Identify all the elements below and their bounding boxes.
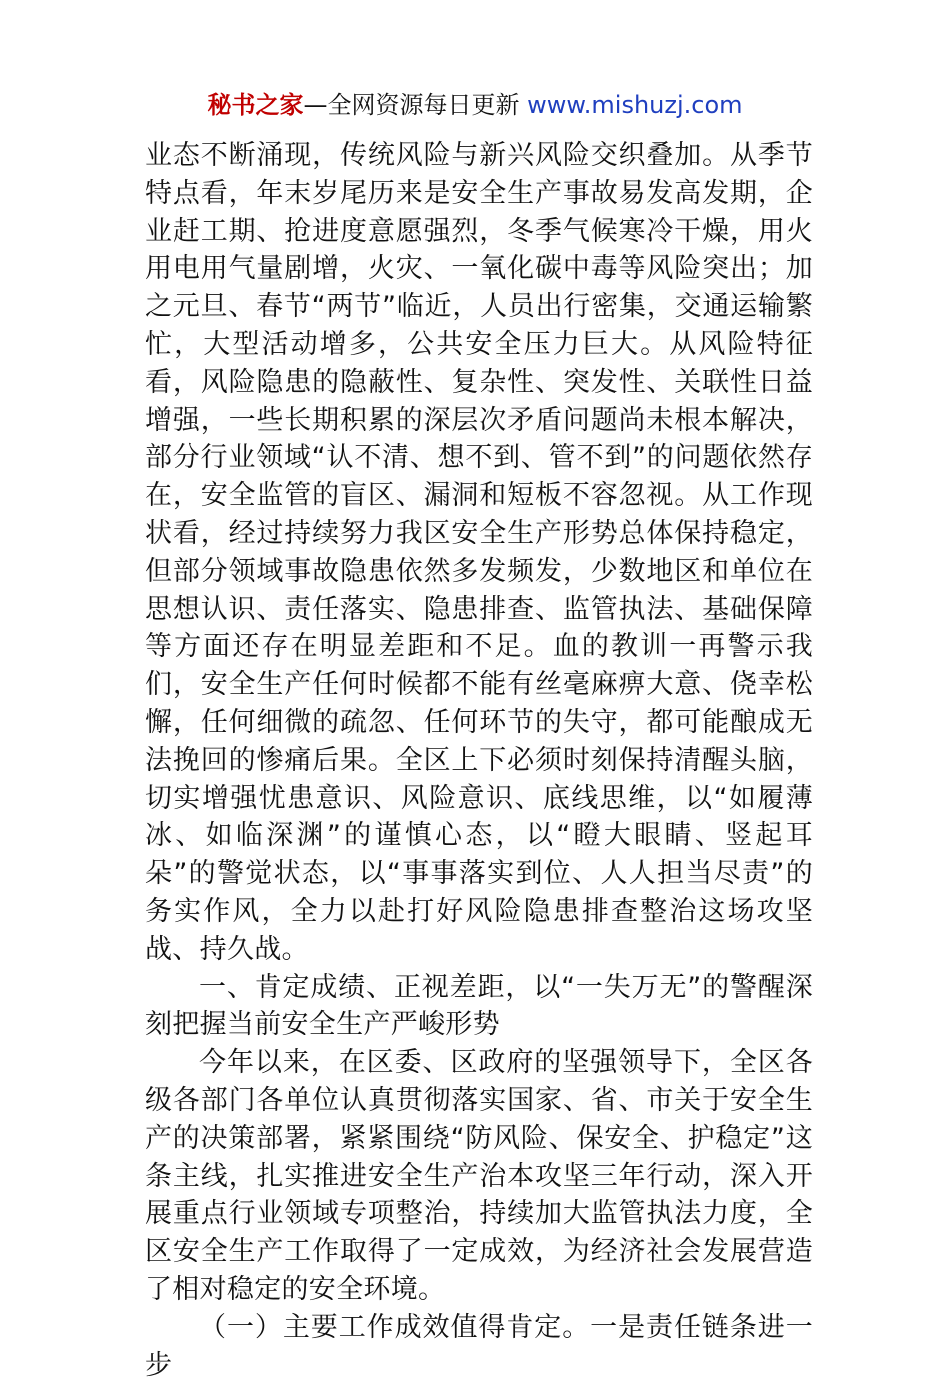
section-heading: 一、肯定成绩、正视差距，以“一失万无”的警醒深刻把握当前安全生产严峻形势 — [145, 971, 813, 1041]
site-tagline: —全网资源每日更新 — [303, 91, 528, 119]
body-paragraph: 今年以来，在区委、区政府的坚强领导下，全区各级各部门各单位认真贯彻落实国家、省、市关于安全生产的决策部署，紧紧围绕“防风险、保安全、护稳定”这条主线，扎实推进安全生产治本攻坚三年行动，深入开展重点行业领域专项整治，持续加大监管执法力度，全区安全生产工作取得了一定成效，为经济社会发展营造了相对稳定的安全环境。 — [145, 1047, 813, 1305]
document-body — [145, 137, 813, 1384]
site-url[interactable]: www.mishuzj.com — [527, 91, 743, 119]
subsection-paragraph: （一）主要工作成效值得肯定。一是责任链条进一步 — [145, 1311, 813, 1381]
body-paragraph: 业态不断涌现，传统风险与新兴风险交织叠加。从季节特点看，年末岁尾历来是安全生产事故易发高发期，企业赶工期、抢进度意愿强烈，冬季气候寒冷干燥，用火用电用气量剧增，火灾、一氧化碳中毒等风险突出；加之元旦、春节“两节”临近，人员出行密集，交通运输繁忙，大型活动增多，公共安全压力巨大。从风险特征看，风险隐患的隐蔽性、复杂性、突发性、关联性日益增强，一些长期积累的深层次矛盾问题尚未根本解决，部分行业领域“认不清、想不到、管不到”的问题依然存在，安全监管的盲区、漏洞和短板不容忽视。从工作现状看，经过持续努力我区安全生产形势总体保持稳定，但部分领域事故隐患依然多发频发，少数地区和单位在思想认识、责任落实、隐患排查、监管执法、基础保障等方面还存在明显差距和不足。血的教训一再警示我们，安全生产任何时候都不能有丝毫麻痹大意、侥幸松懈，任何细微的疏忽、任何环节的失守，都可能酿成无法挽回的惨痛后果。全区上下必须时刻保持清醒头脑，切实增强忧患意识、风险意识、底线思维，以“如履薄冰、如临深渊”的谨慎心态，以“瞪大眼睛、竖起耳朵”的警觉状态，以“事事落实到位、人人担当尽责”的务实作风，全力以赴打好风险隐患排查整治这场攻坚战、持久战。 — [145, 140, 813, 965]
site-brand: 秘书之家 — [207, 91, 304, 119]
site-header — [0, 88, 950, 122]
